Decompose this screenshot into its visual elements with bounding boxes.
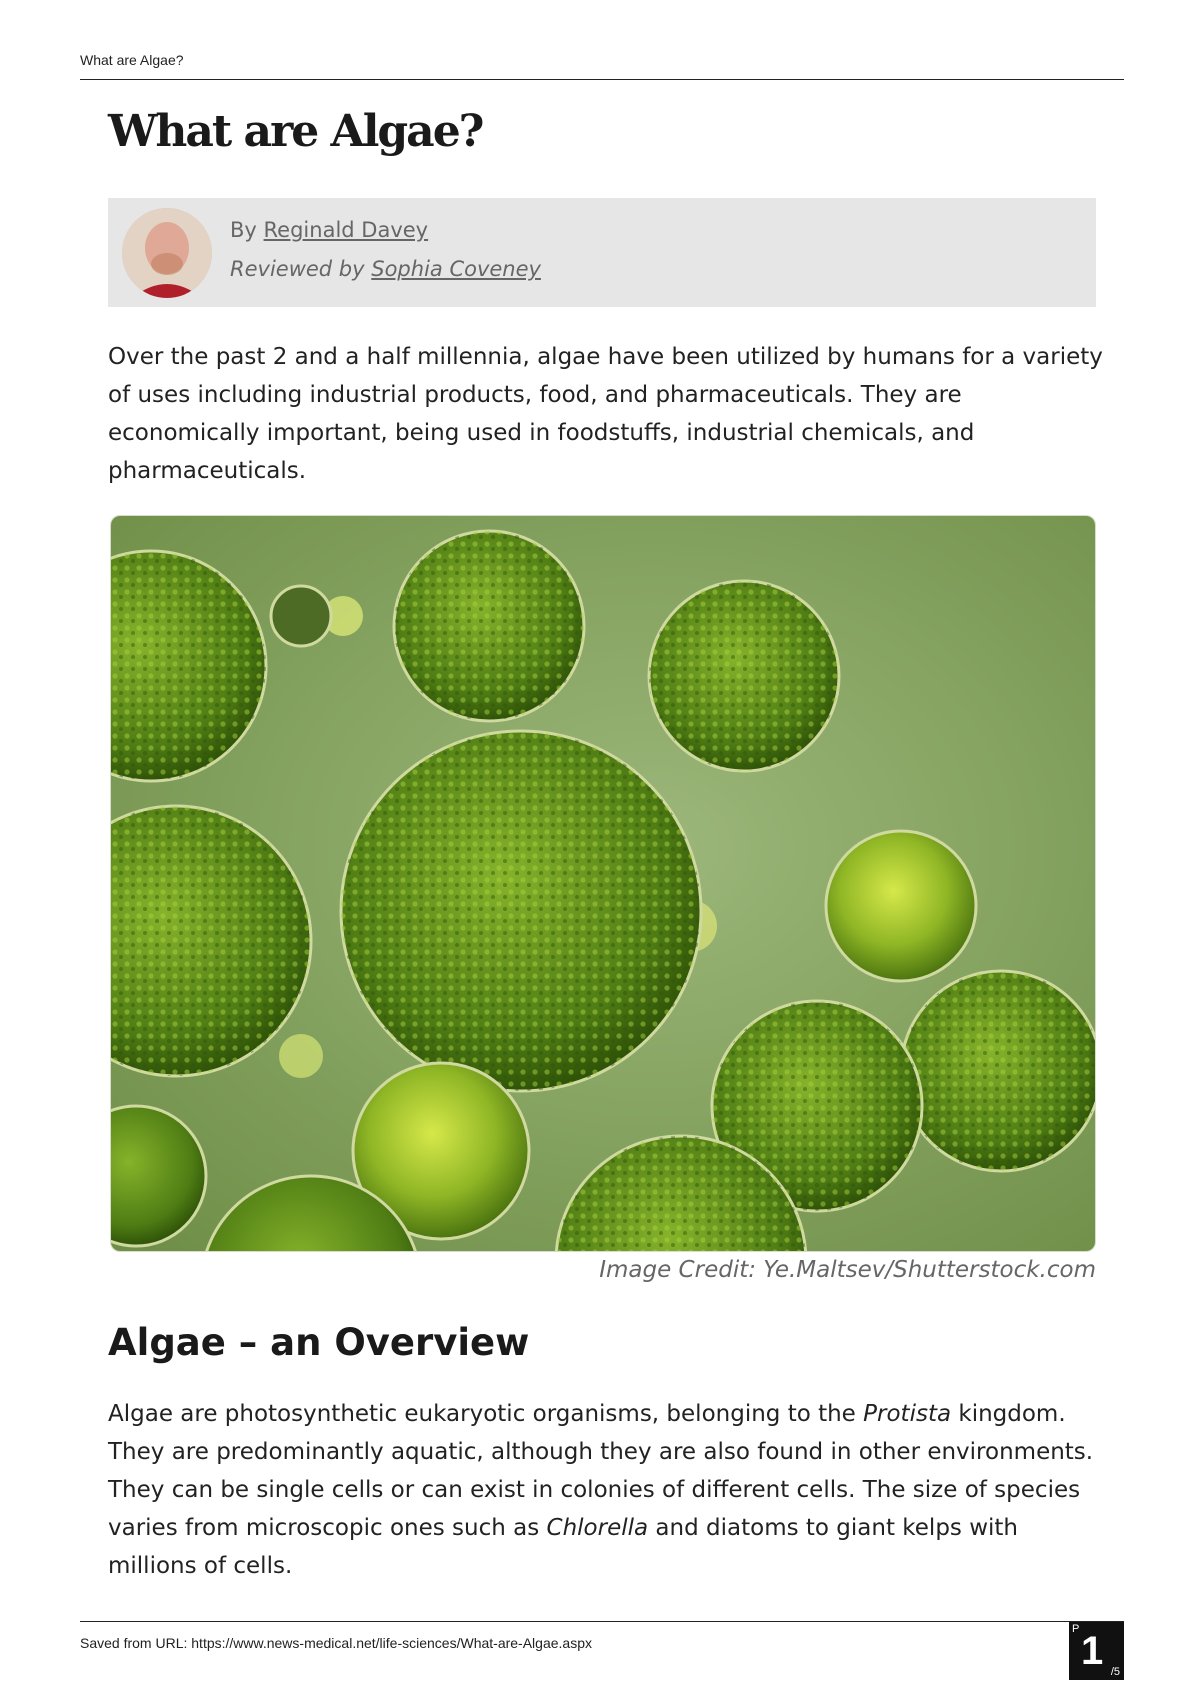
page-title: What are Algae? (108, 106, 483, 157)
author-avatar (122, 208, 212, 298)
page-total: /5 (1110, 1666, 1120, 1678)
page-number: 1 (1081, 1629, 1104, 1673)
overview-text-2: kingdom. They are predominantly aquatic, although they are also found in other environments. They can be single cells or can exist in colonies of different cells. The size of species varies from microscopic ones such as (108, 1401, 1094, 1541)
overview-paragraph (108, 1395, 1108, 1585)
header-divider (80, 79, 1124, 80)
overview-emphasis-protista: Protista (863, 1401, 952, 1427)
overview-text-1: Algae are photosynthetic eukaryotic organisms, belonging to the (108, 1401, 864, 1427)
footer-saved-url: Saved from URL: https://www.news-medical.net/life-sciences/What-are-Algae.aspx (80, 1635, 592, 1651)
byline-by-prefix: By (230, 218, 257, 242)
algae-microscope-image (110, 515, 1096, 1252)
byline-box (108, 198, 1096, 307)
page-number-badge (1069, 1622, 1124, 1680)
footer-divider (80, 1621, 1124, 1622)
author-avatar-image (122, 208, 212, 298)
intro-paragraph: Over the past 2 and a half millennia, algae have been utilized by humans for a variety of uses including industrial products, food, and pharmaceuticals. They are economically important, being used in foodstuffs, industrial chemicals, and pharmaceuticals. (108, 344, 1103, 484)
byline-reviewed-prefix: Reviewed by (230, 257, 365, 281)
overview-emphasis-chlorella: Chlorella (546, 1515, 649, 1541)
author-link[interactable]: Reginald Davey (263, 218, 429, 242)
overview-text-3: and diatoms to giant kelps with millions of cells. (108, 1515, 1019, 1579)
byline-reviewer (230, 257, 541, 281)
byline-author (230, 218, 428, 242)
reviewer-link[interactable]: Sophia Coveney (371, 257, 541, 281)
section-heading: Algae – an Overview (108, 1321, 530, 1364)
image-credit: Image Credit: Ye.Maltsev/Shutterstock.com (599, 1257, 1096, 1283)
running-header: What are Algae? (80, 52, 184, 68)
page-label: P (1072, 1623, 1080, 1635)
